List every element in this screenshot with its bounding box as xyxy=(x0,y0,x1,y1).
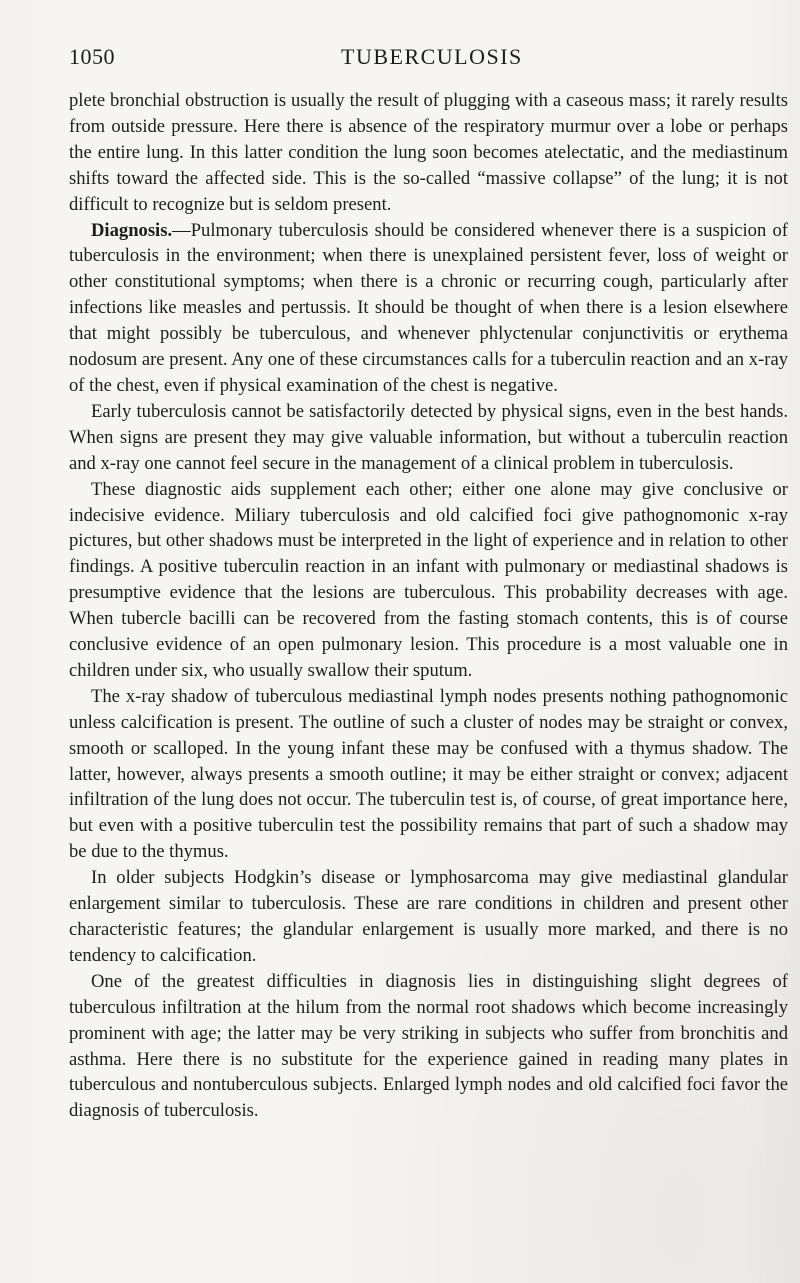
paragraph xyxy=(69,969,788,1124)
paragraph xyxy=(69,684,788,865)
paragraph-text: The x-ray shadow of tuberculous mediastinal lymph nodes presents nothing pathognomonic unless calcification is present. The outline of such a cluster of nodes may be straight or convex, smooth or scalloped. In the young infant these may be confused with a thymus shadow. The latter, however, always presents a smooth outline; it may be either straight or convex; adjacent infiltration of the lung does not occur. The tuberculin test is, of course, of great importance here, but even with a positive tuberculin test the possibility remains that part of such a shadow may be due to the thymus. xyxy=(69,685,788,863)
paragraph-continuation xyxy=(69,88,788,218)
body-text xyxy=(69,88,788,1124)
paragraph xyxy=(69,865,788,969)
section-heading-diagnosis: Diagnosis. xyxy=(91,219,173,241)
paragraph-text: Early tuberculosis cannot be satisfactorily detected by physical signs, even in the best hands. When signs are present they may give valuable information, but without a tuberculin reaction and x-ray one cannot feel secure in the management of a clinical problem in tuberculosis. xyxy=(69,400,788,474)
paragraph xyxy=(69,477,788,684)
running-head: TUBERCULOSIS xyxy=(341,44,523,69)
paragraph-text: One of the greatest difficulties in diagnosis lies in distinguishing slight degrees of tuberculous infiltration at the hilum from the normal root shadows which become increasingly prominent with age; the latter may be very striking in subjects who suffer from bronchitis and asthma. Here there is no substitute for the experience gained in reading many plates in tuberculous and nontuberculous subjects. Enlarged lymph nodes and old calcified foci favor the diagnosis of tuberculosis. xyxy=(69,970,788,1122)
page-header xyxy=(69,44,789,74)
page-number: 1050 xyxy=(69,44,115,69)
paragraph-text: plete bronchial obstruction is usually the result of plugging with a caseous mass; it rarely results from outside pressure. Here there is absence of the respiratory murmur over a lobe or perhaps the entire lung. In this latter condition the lung soon becomes atelectatic, and the mediastinum shifts toward the affected side. This is the so-called “massive collapse” of the lung; it is not difficult to recognize but is seldom present. xyxy=(69,90,788,215)
paragraph-diagnosis xyxy=(69,218,788,399)
paragraph-text: —Pulmonary tuberculosis should be considered whenever there is a suspicion of tuberculosis in the environment; when there is unexplained persistent fever, loss of weight or other constitutional symptoms; when there is a chronic or recurring cough, particularly after infections like measles and pertussis. It should be thought of when there is a lesion elsewhere that might possibly be tuberculous, and whenever phlyctenular conjunctivitis or erythema nodosum are present. Any one of these circumstances calls for a tuberculin reaction and an x-ray of the chest, even if physical examination of the chest is negative. xyxy=(69,219,788,396)
paragraph-text: These diagnostic aids supplement each other; either one alone may give conclusive or indecisive evidence. Miliary tuberculosis and old calcified foci give pathognomonic x-ray pictures, but other shadows must be interpreted in the light of experience and in relation to other findings. A positive tuberculin reaction in an infant with pulmonary or mediastinal shadows is presumptive evidence that the lesions are tuberculous. This probability decreases with age. When tubercle bacilli can be recovered from the fasting stomach contents, this is of course conclusive evidence of an open pulmonary lesion. This procedure is a most valuable one in children under six, who usually swallow their sputum. xyxy=(69,478,788,681)
paragraph xyxy=(69,399,788,477)
paragraph-text: In older subjects Hodgkin’s disease or lymphosarcoma may give mediastinal glandular enlargement similar to tuberculosis. These are rare conditions in children and present other characteristic features; the glandular enlargement is usually more marked, and there is no tendency to calcification. xyxy=(69,867,788,966)
